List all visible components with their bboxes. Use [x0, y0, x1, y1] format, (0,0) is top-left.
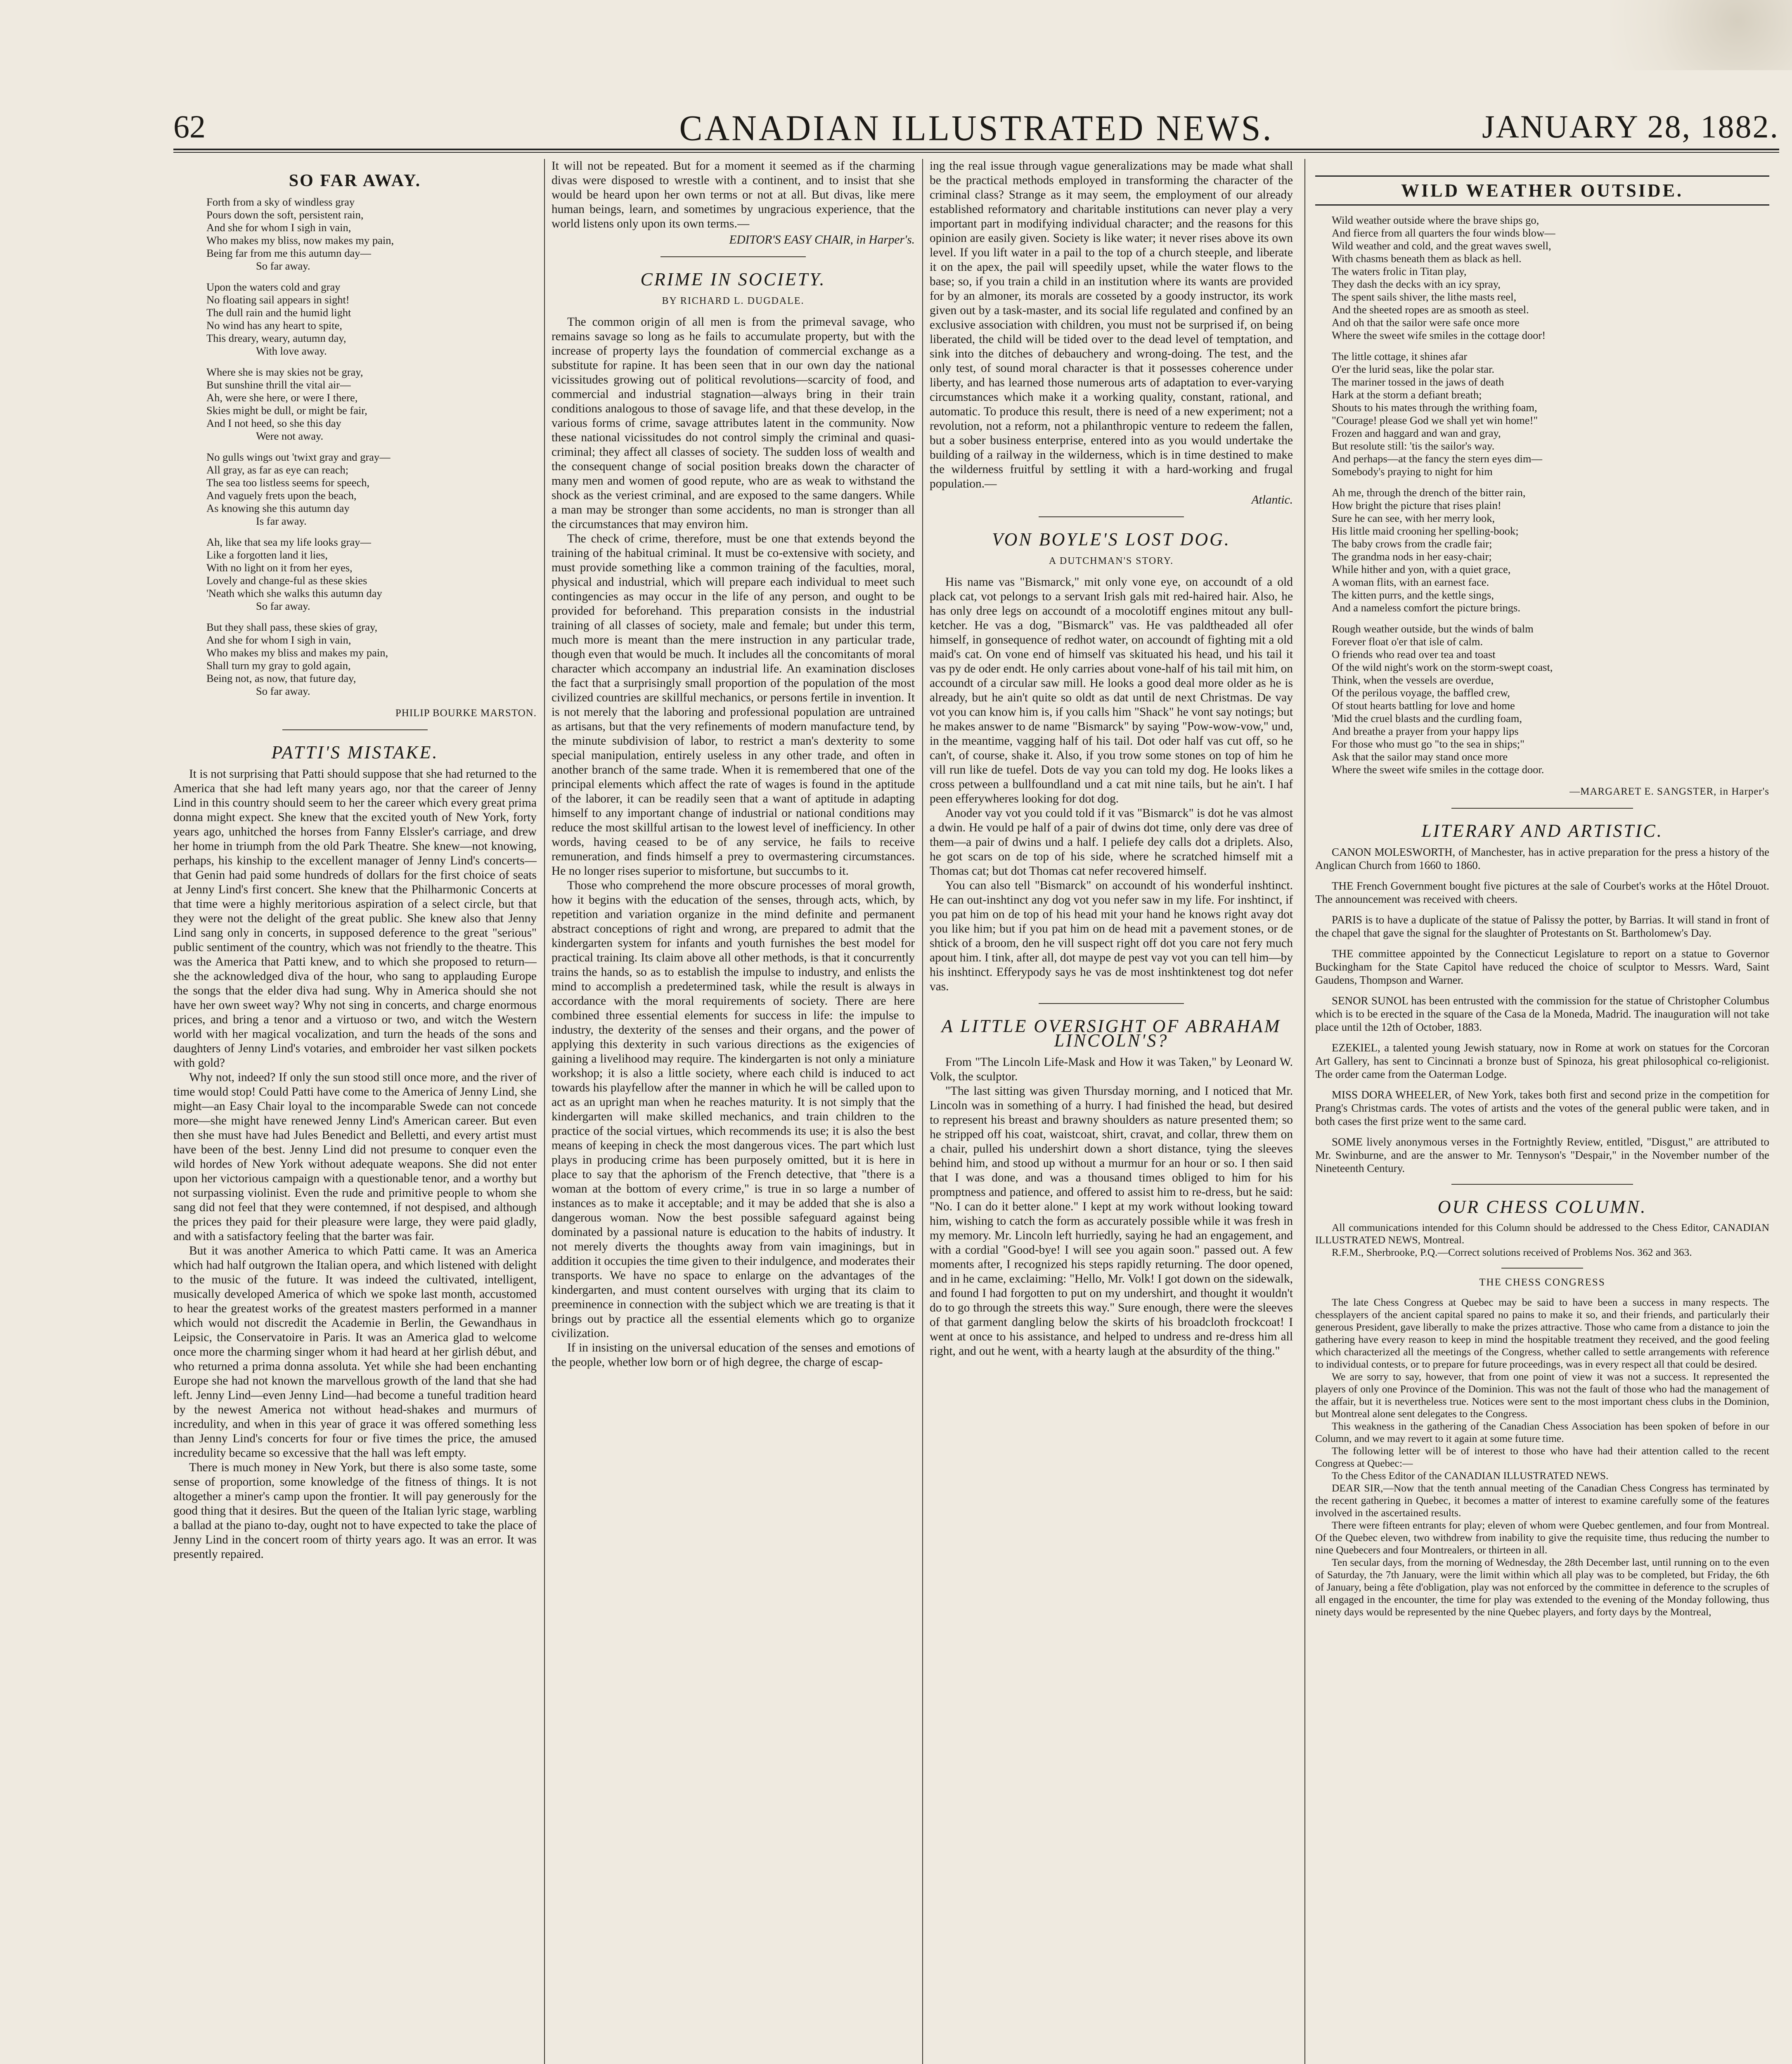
byline: BY RICHARD L. DUGDALE. — [662, 296, 805, 306]
paper-damage-decoration — [1610, 0, 1792, 70]
poem-line: 'Neath which she walks this autumn day — [206, 587, 382, 599]
poem-line: So far away. — [256, 685, 310, 697]
paragraph: This weakness in the gathering of the Canadian Chess Association has been spoken of before in our Column, and we may revert to it again at some future time. — [1315, 1420, 1769, 1444]
poem-line: The little cottage, it shines afar — [1332, 350, 1468, 362]
poem-line: Where the sweet wife smiles in the cottage door! — [1332, 329, 1546, 341]
paragraph: It is not surprising that Patti should suppose that she had returned to the America that she had left many years ago, nor that the career of Jenny Lind in this country should seem to her the career which every great prima donna might expect. She knew that the excited youth of New York, forty years ago, unhitched the horses from Fanny Elssler's carriage, and drew her home in triumph from the old Park Theatre. She knew—not knowing, perhaps, his kinship to the excellent manager of Jenny Lind's concerts—that Genin had paid some hundreds of dollars for the first choice of seats at Jenny Lind's first concert. She knew that the Philharmonic Concerts at that time were a highly meritorious aspiration of a select circle, but that they were not the delight of the great public. She knew also that Jenny Lind sang only in concerts, in supposed deference to the great "serious" public sentiment of the country, which was not friendly to the theatre. This was the America that Patti knew, and to which she proposed to return—she the acknowledged diva of the hour, who sang to applauding Europe the songs that the elder diva had sung. Why in America should she not have her own sweet way? Why not sing in concerts, and charge enormous prices, and bring a tenor and a virtuoso or two, and witch the Western world with her magical vocalization, and turn the heads of the sons and daughters of Jenny Lind's votaries, and embroider her vast silken pockets with gold? — [173, 767, 537, 1070]
poem-line: Lovely and change-ful as these skies — [206, 574, 367, 587]
poem-line: Upon the waters cold and gray — [206, 281, 341, 293]
poem-line: And I not heed, so she this day — [206, 417, 341, 429]
poem-line: "Courage! please God we shall yet win home!" — [1332, 414, 1538, 426]
poem-line: With no light on it from her eyes, — [206, 561, 353, 574]
poem-line: For those who must go "to the sea in ships;" — [1332, 738, 1525, 750]
paragraph: PARIS is to have a duplicate of the statue of Palissy the potter, by Barrias. It will stand in front of the chapel that gave the signal for the slaughter of Protestants on St. Bartholomew's Day. — [1315, 914, 1769, 939]
masthead — [173, 108, 1779, 154]
poem-line: How bright the picture that rises plain! — [1332, 499, 1501, 511]
paragraph: Anoder vay vot you could told if it vas "Bismarck" is dot he vas almost a dwin. He vould pe half of a pair of dwins dot time, only dere vas dree of them—a pair of dwins und a half. I peliefe dey calls dot a driplets. Also, he got scars on de top of his side, where he scratched himself mit a Thomas cat; but dot Thomas cat nefer recovered himself. — [930, 807, 1293, 878]
poem-line: Hark at the storm a defiant breath; — [1332, 388, 1482, 401]
paragraph: Those who comprehend the more obscure processes of moral growth, how it begins with the education of the senses, through acts, which, by repetition and variation organize in the mind definite and permanent abstract conceptions of right and wrong, are prepared to admit that the kindergarten system for infants and youth furnishes the best model for practical training. Its claim above all other methods, is that it concurrently trains the hands, so as to establish the impulse to industry, and enlists the mind to accomplish a predetermined task, while the result is always in accordance with the moral requirements of society. There are here combined three essential elements for success in life: the impulse to industry, the dexterity of the senses and their organs, and the power of applying this dexterity in such various directions as the exigencies of gaining a livelihood may require. The kindergarten is not only a miniature workshop; it is also a little society, where each child is induced to act towards his playfellow after the manner in which he will be called upon to act as an upright man when he reaches maturity. It is not simply that the kindergarten will make skilled mechanics, and train children to the practice of the social virtues, which recommends its use; it is also the best means of keeping in check the most dangerous vices. The part which lust plays in producing crime has been purposely omitted, but it is here in place to say that the aphorism of the French detective, that "there is a woman at the bottom of every crime," is true in so large a number of instances as to make it acceptable; and it may be added that she is also a dangerous woman. Now the best possible safeguard against being dominated by a passional nature is education to the habits of industry. It not merely diverts the thoughts away from vain imaginings, but in addition it occupies the time given to their indulgence, and moderates their transports. We have no space to enlarge on the advantages of the kindergarten, and must content ourselves with urging that its claim to preeminence in connection with the subject which we are treating is that it brings out by practice all the essential elements which go to organize civilization. — [552, 879, 915, 1340]
poem-line: So far away. — [256, 260, 310, 272]
poem-line: His little maid crooning her spelling-book; — [1332, 525, 1519, 537]
poem-line: The baby crows from the cradle fair; — [1332, 537, 1492, 550]
paragraph: R.F.M., Sherbrooke, P.Q.—Correct solutions received of Problems Nos. 362 and 363. — [1332, 1246, 1692, 1258]
poem-line: Who makes my bliss and makes my pain, — [206, 646, 388, 659]
paragraph: THE French Government bought five pictures at the sale of Courbet's works at the Hôtel Drouot. The announcement was received with cheers. — [1315, 880, 1769, 905]
article-title: PATTI'S MISTAKE. — [271, 742, 439, 762]
poem-line: 'Mid the cruel blasts and the curdling foam, — [1332, 712, 1522, 724]
separator-rule — [1039, 516, 1184, 517]
poem-line: Who makes my bliss, now makes my pain, — [206, 234, 394, 246]
poem-line: Being not, as now, that future day, — [206, 672, 356, 684]
poem-line: The spent sails shiver, the lithe masts reel, — [1332, 291, 1517, 303]
article-body — [173, 767, 537, 1562]
poem-line: Rough weather outside, but the winds of balm — [1332, 623, 1534, 635]
paragraph: There were fifteen entrants for play; eleven of whom were Quebec gentlemen, and four from Montreal. Of the Quebec eleven, two withdrew from inability to give the requisite time, thus reducing the number to nine Quebecers and four Montrealers, or thirteen in all. — [1315, 1519, 1769, 1556]
separator-rule — [660, 256, 806, 257]
section-title: OUR CHESS COLUMN. — [1437, 1197, 1647, 1217]
paragraph: DEAR SIR,—Now that the tenth annual meeting of the Canadian Chess Congress has terminated by the recent gathering in Quebec, it becomes a matter of interest to examine carefully some of the features involved in the ascertained results. — [1315, 1482, 1769, 1519]
stanza — [1332, 486, 1769, 614]
poem-line: While hither and yon, with a quiet grace, — [1332, 563, 1511, 575]
poem-line: Somebody's praying to night for him — [1332, 465, 1493, 478]
separator-rule — [1501, 1268, 1583, 1269]
paragraph: The following letter will be of interest to those who have had their attention called to the recent Congress at Quebec:— — [1315, 1445, 1769, 1469]
poem-line: No gulls wings out 'twixt gray and gray— — [206, 451, 391, 463]
paragraph: THE committee appointed by the Connecticut Legislature to report on a statue to Governor Buckingham for the State Capitol have reduced the choice of sculptor to Messrs. Ward, Saint Gaudens, Thompson and Warner. — [1315, 947, 1769, 986]
paragraph: Why not, indeed? If only the sun stood still once more, and the river of time would stop! Could Patti have come to the America of Jenny Lind, she might—an Easy Chair loyal to the incomparable Swede can not concede more—she might have renewed Jenny Lind's American career. But even then she must have had Jules Benedict and Belletti, and every artist must have been of the best. Jenny Lind did not presume to conquer even the wild hordes of New York without adequate weapons. She did not enter upon her victorious campaign with a questionable tenor, and a worthy but not surpassing violinist. Even the rude and primitive people to whom she sang did not feel that they were contemned, if not despised, and although the prices they paid for their pleasure were large, they were paid gladly, and with a satisfactory feeling that the barter was fair. — [173, 1071, 537, 1243]
poem-line: Skies might be dull, or might be fair, — [206, 404, 367, 417]
poem-line: But resolute still: 'tis the sailor's way. — [1332, 440, 1495, 452]
paragraph: To the Chess Editor of the CANADIAN ILLUSTRATED NEWS. — [1332, 1470, 1609, 1482]
section-title: LITERARY AND ARTISTIC. — [1421, 821, 1663, 841]
poem-line: No wind has any heart to spite, — [206, 319, 342, 331]
separator-rule — [282, 729, 428, 730]
poem-line: Sure he can see, with her merry look, — [1332, 512, 1495, 524]
poem-so-far-away — [173, 196, 537, 698]
poem-line: Shouts to his mates through the writhing foam, — [1332, 401, 1537, 414]
paragraph: ing the real issue through vague generalizations may be made what shall be the practical methods employed in transforming the character of the criminal class? Strange as it may seem, the employment of our already established reformatory and charitable institutions can never play a very important part in modifying individual character; and the reasons for this opinion are easily given. Society is like water; it never rises above its own level. If you lift water in a pail to the top of a church steeple, and liberate it on the apex, the pail will speedily upset, while the water flows to the base; so, if you train a child in an institution where its wants are provided for by an almoner, its morals are cosseted by a goody instructor, its work given out by a task-master, and its social life regulated and confined by an exclusive association with children, you must not be surprised if, on being liberated, the child will be tided over to the dead level of temptation, and sink into the ditches of debauchery and wrong-doing. The test, and the only test, of sound moral character is that it possesses coherence under liberty, and has learned those numerous arts of adaptation to ever-varying circumstances which make it a working quality, constant, rational, and automatic. To produce this result, there is need of a new experiment; not a revolution, not a reform, not a philanthropic venture to redeem the fallen, but a sober business enterprise, entered into as you would undertake the building of a railway in the wilderness, which is in time destined to make the wilderness fruitful by settling it with a hard-working and frugal population.— — [930, 159, 1293, 490]
poem-line: This dreary, weary, autumn day, — [206, 332, 346, 344]
poem-line: And the sheeted ropes are as smooth as steel. — [1332, 303, 1529, 316]
paragraph: His name vas "Bismarck," mit only vone eye, on accoundt of a old plack cat, vot pelongs to a servant Irish gals mit red-haired hair. Also, he has only dree legs on accoundt of a mocolotiff engines mitout any bull-ketcher. He vas a dog, "Bismarck" vas. He vas paldtheaded all ofer himself, in gonsequence of redhot water, on accoundt of fighting mit a old maid's cat. On vone end of himself vas skituated his head, und his tail it vas py de oder endt. He only carries about vone-half of his tail mit him, on accoundt of a circular saw mill. He looks a good deal more older as he is already, but he ain't quite so oldt as dat until de next Christmas. De vay vot you can know him is, if you calls him "Shack" he vont say notings; but he makes answer to de name "Bismarck" by saying "Pow-wow-vow," und, in the meantime, vagging half of his tail. Dot oder half vas cut off, so he can't, of course, shake it. Also, if you trow some stones on top of him he vill run like de tuefel. Dots de vay you can told my dog. He looks likes a cross petween a bullfoundland und a cat mit nine tails, but he ain't. I haf peen efferywheres looking for dot dog. — [930, 575, 1293, 805]
paragraph: "The last sitting was given Thursday morning, and I noticed that Mr. Lincoln was in something of a hurry. I had finished the head, but desired to represent his breast and brawny shoulders as nature presented them; so he stripped off his coat, waistcoat, shirt, cravat, and collar, threw them on a chair, pulled his undershirt down a short distance, tying the sleeves behind him, and stood up without a murmur for an hour or so. I then said that I was done, and was a thousand times obliged to him for his promptness and patience, and offered to assist him to re-dress, but he said: "No. I can do it better alone." I kept at my work without looking toward him, wishing to catch the form as accurately possible while it was fresh in my memory. Mr. Lincoln left hurriedly, saying he had an engagement, and with a cordial "Good-bye! I will see you again soon." passed out. A few moments after, I recognized his steps rapidly returning. The door opened, and in he came, exclaiming: "Hello, Mr. Volk! I got down on the sidewalk, and found I had forgotten to put on my undershirt, and thought it wouldn't do to go through the streets this way." Sure enough, there were the sleeves of that garment dangling below the skirts of his broadcloth frockcoat! I went at once to his assistance, and helped to undress and re-dress him all right, and out he went, with a hearty laugh at the absurdity of the thing." — [930, 1084, 1293, 1358]
separator-rule — [1451, 808, 1633, 809]
story-body — [930, 575, 1293, 994]
poem-line: All gray, as far as eye can reach; — [206, 464, 349, 476]
continued-paragraph — [552, 159, 915, 247]
poem-author: PHILIP BOURKE MARSTON. — [395, 708, 537, 719]
column-divider — [1304, 159, 1305, 2064]
poem-line: Ah, were she here, or were I there, — [206, 391, 358, 404]
page-number: 62 — [173, 109, 206, 144]
poem-line: O'er the lurid seas, like the polar star. — [1332, 363, 1495, 375]
signature: EDITOR'S EASY CHAIR, in Harper's. — [729, 233, 915, 246]
paragraph: MISS DORA WHEELER, of New York, takes both first and second prize in the competition for Prang's Christmas cards. The votes of artists and the votes of the general public were taken, and in both cases the first prize went to the same card. — [1315, 1089, 1769, 1127]
poem-line: And oh that the sailor were safe once more — [1332, 316, 1520, 329]
poem-line: Ah, like that sea my life looks gray— — [206, 536, 371, 548]
paragraph: All communications intended for this Column should be addressed to the Chess Editor, CANADIAN ILLUSTRATED NEWS, Montreal. — [1315, 1221, 1769, 1246]
literary-notes — [1315, 845, 1769, 1175]
poem-line: The grandma nods in her easy-chair; — [1332, 550, 1492, 563]
column-4 — [1315, 159, 1769, 2064]
paragraph: The common origin of all men is from the primeval savage, who remains savage so long as he fails to accumulate property, but with the increase of property lays the foundation of commercial exchange as a substitute for rapine. It has been seen that in our own day the national vicissitudes growing out of political revolutions—scarcity of food, and commercial and industrial stagnation—always bring in their train conditions analogous to those of savage life, and that these develop, in the various forms of crime, savage attributes latent in the community. Now these national vicissitudes do not control simply the criminal and quasi-criminal; they affect all classes of society. The sudden loss of wealth and the consequent change of social position breaks down the character of many men and women of good repute, who are as weak to withstand the shock as the veriest criminal, and are exposed to the same dangers. While a man may be stronger than some accidents, no man is stronger than all the circumstances that may environ him. — [552, 315, 915, 531]
paragraph: The late Chess Congress at Quebec may be said to have been a success in many respects. The chessplayers of the ancient capital spared no pains to make it so, and their friends, and particularly their generous President, gave liberally to make the prizes attractive. Those who came from a distance to join the gathering have every reason to keep in mind the hospitable treatment they received, and the good feeling which characterized all the meetings of the Congress, whether called to settle arrangements with reference to individual contests, or to prepare for future proceedings, was in every respect all that could be desired. — [1315, 1296, 1769, 1370]
stanza — [206, 536, 537, 613]
poem-line: Think, when the vessels are overdue, — [1332, 674, 1494, 686]
header-rule — [173, 149, 1779, 153]
poem-line: O friends who read over tea and toast — [1332, 648, 1496, 660]
stanza — [206, 281, 537, 357]
story-title: VON BOYLE'S LOST DOG. — [992, 529, 1231, 549]
paragraph: CANON MOLESWORTH, of Manchester, has in active preparation for the press a history of the Anglican Church from 1660 to 1860. — [1315, 846, 1769, 871]
poem-line: But they shall pass, these skies of gray, — [206, 621, 378, 633]
stanza — [206, 451, 537, 528]
stanza — [1332, 350, 1769, 478]
poem-line: A woman flits, with an earnest face. — [1332, 576, 1489, 588]
poem-line: They dash the decks with an icy spray, — [1332, 278, 1501, 290]
column-2 — [552, 159, 915, 2064]
column-divider — [922, 159, 923, 2064]
column-3 — [930, 159, 1293, 2064]
poem-line: With chasms beneath them as black as hell. — [1332, 252, 1522, 265]
issue-date: JANUARY 28, 1882. — [1482, 109, 1779, 144]
poem-line: And she for whom I sigh in vain, — [206, 634, 351, 646]
story-subtitle: A DUTCHMAN'S STORY. — [1049, 556, 1174, 566]
poem-line: Of the wild night's work on the storm-swept coast, — [1332, 661, 1553, 673]
poem-line: Of the perilous voyage, the baffled crew, — [1332, 686, 1510, 699]
paragraph: Ten secular days, from the morning of Wednesday, the 28th December last, until running on to the even of Saturday, the 7th January, were the limit within which all play was to be completed, but Friday, the 6th of January, being a fête d'obligation, play was not enforced by the committee in deference to the scruples of all engaged in the encounter, the time for play was extended to the evening of the Monday following, thus ninety days would be represented by the nine Quebec players, and forty days by the Montreal, — [1315, 1556, 1769, 1618]
paragraph: SOME lively anonymous verses in the Fortnightly Review, entitled, "Disgust," are attributed to Mr. Swinburne, and are the answer to Mr. Tennyson's "Despair," in the November number of the Nineteenth Century. — [1315, 1136, 1769, 1174]
poem-line: Frozen and haggard and wan and gray, — [1332, 427, 1501, 439]
poem-line: As knowing she this autumn day — [206, 502, 350, 514]
poem-line: And vaguely frets upon the beach, — [206, 489, 357, 502]
poem-line: Were not away. — [256, 430, 324, 442]
poem-line: The waters frolic in Titan play, — [1332, 265, 1467, 277]
chess-subhead: THE CHESS CONGRESS — [1479, 1277, 1605, 1288]
stanza — [1332, 623, 1769, 776]
poem-line: But sunshine thrill the vital air— — [206, 379, 351, 391]
poem-line: Where the sweet wife smiles in the cottage door. — [1332, 763, 1544, 776]
stanza — [206, 196, 537, 272]
poem-author: —MARGARET E. SANGSTER, in Harper's — [1569, 786, 1769, 797]
poem-wild-weather — [1315, 214, 1769, 776]
source-attribution: Atlantic. — [1251, 493, 1293, 507]
paragraph: There is much money in New York, but there is also some taste, some sense of proportion, some knowledge of the fitness of things. It is not altogether a miner's camp upon the frontier. It will pay generously for the good thing that it desires. But the queen of the Italian lyric stage, warbling a ballad at the piano to-day, ought not to have expected to take the place of Jenny Lind in the concert room of thirty years ago. It was an error. It was presently repaired. — [173, 1461, 537, 1561]
paragraph: You can also tell "Bismarck" on accoundt of his wonderful inshtinct. He can out-inshtinct any dog vot you nefer saw in my life. For inshtinct, if you pat him on de top of his head mit your hand he knows right avay dot you like him; but if you pat him on de head mit a pavement stones, or de shtick of a broom, den he vill suspect right off dot you care not fery much apout him. I tink, after all, dot maype de pest vay vot you can tell him—by his inshtinct. Efferypody says he vas de most inshtinktenest tog dot nefer vas. — [930, 879, 1293, 993]
article-title: CRIME IN SOCIETY. — [640, 269, 826, 289]
paragraph: If in insisting on the universal education of the senses and emotions of the people, whether low born or of high degree, the charge of escap- — [552, 1341, 915, 1369]
separator-rule — [1451, 1184, 1633, 1185]
poem-line: With love away. — [256, 345, 327, 357]
stanza — [1332, 214, 1769, 342]
poem-line: The mariner tossed in the jaws of death — [1332, 376, 1504, 388]
article-body-continued — [930, 159, 1293, 491]
poem-line: Ask that the sailor may stand once more — [1332, 750, 1508, 763]
poem-line: Forever float o'er that isle of calm. — [1332, 635, 1483, 648]
poem-line: Being far from me this autumn day— — [206, 247, 371, 259]
poem-line: Is far away. — [256, 515, 307, 527]
paragraph: From "The Lincoln Life-Mask and How it was Taken," by Leonard W. Volk, the sculptor. — [930, 1056, 1293, 1083]
column-1 — [173, 159, 537, 2064]
poem-line: And a nameless comfort the picture brings. — [1332, 601, 1520, 614]
poem-line: Where she is may skies not be gray, — [206, 366, 363, 378]
article-body — [552, 315, 915, 1370]
poem-line: And perhaps—at the fancy the stern eyes dim— — [1332, 452, 1542, 465]
poem-line: The kitten purrs, and the kettle sings, — [1332, 589, 1494, 601]
chess-article — [1315, 1296, 1769, 1618]
poem-line: Like a forgotten land it lies, — [206, 549, 328, 561]
poem-line: The sea too listless seems for speech, — [206, 476, 370, 489]
stanza — [206, 366, 537, 443]
article-body — [930, 1055, 1293, 1359]
poem-line: And breathe a prayer from your happy lips — [1332, 725, 1519, 737]
paragraph: EZEKIEL, a talented young Jewish statuary, now in Rome at work on statues for the Corcoran Art Gallery, has sent to Cincinnati a bronze bust of Spinoza, his great philosophical co-religionist. The order came from the Oaterman Lodge. — [1315, 1041, 1769, 1080]
poem-line: Of stout hearts battling for love and home — [1332, 699, 1515, 712]
paragraph: SENOR SUNOL has been entrusted with the commission for the statue of Christopher Columbus which is to be erected in the square of the Casa de la Moneda, Madrid. The inauguration will not take place until the 12th of October, 1883. — [1315, 994, 1769, 1033]
paragraph: But it was another America to which Patti came. It was an America which had half outgrown the Italian opera, and which listened with delight to the music of the future. It was indeed the cultivated, intelligent, musically developed America of which we spoke last month, accustomed to hear the greatest works of the greatest masters performed in a manner which would not discredit the Academie in Berlin, the Gewandhaus in Leipsic, the Conservatoire in Paris. It was an America glad to welcome once more the charming singer whom it had heard at her girlish début, and who returned a prima donna assoluta. Yet while she had been enchanting Europe she had not known the marvellous growth of the land that she had left. Jenny Lind—even Jenny Lind—had become a tuneful tradition heard by the newest America not without head-shakes and murmurs of incredulity, and when in this year of grace it was offered something less than Jenny Lind's concerts for four or five times the price, the amused incredulity became so excessive that the hall was left empty. — [173, 1244, 537, 1460]
chess-notices — [1315, 1221, 1769, 1259]
poem-line: Pours down the soft, persistent rain, — [206, 208, 364, 221]
article-title: A LITTLE OVERSIGHT OF ABRAHAM LINCOLN'S? — [941, 1016, 1281, 1051]
poem-title: SO FAR AWAY. — [289, 171, 421, 190]
poem-line: And fierce from all quarters the four winds blow— — [1332, 227, 1555, 239]
poem-line: Wild weather outside where the brave ships go, — [1332, 214, 1539, 226]
paragraph: The check of crime, therefore, must be one that extends beyond the training of the habitual criminal. It must be co-extensive with society, and must provide something like a common training of the faculties, moral, physical and industrial, which will prepare each individual to meet such contingencies as may occur in the life of any person, and ought to be provided for beforehand. This preparation consists in the industrial training of all classes of society, male and female; but under this term, much more is meant than the mere instruction in any particular trade, though even that would be much. It includes all the concomitants of moral character which accompany an industrial life. An examination discloses the fact that a surprisingly small proportion of the population of the most civilized countries are skillful mechanics, or persons fertile in invention. It is not merely that the laboring and professional population are untrained as artisans, but that the very refinements of modern manufacture tend, by the minute subdivision of labor, to restrict a man's dexterity to some special manipulation, entirely useless in any other trade, and often in another branch of the same trade. When it is remembered that one of the principal elements which affect the rate of wages is found in the aptitude of the laborer, it can be readily seen that a want of aptitude in adapting himself to any important change of industrial or national conditions may reduce the most skillful artisan to the lowest level of inefficiency. In other words, having ceased to be of any service, he fails to receive remuneration, and finds himself a prey to overmastering circumstances. He no longer rises superior to misfortune, but succumbs to it. — [552, 532, 915, 878]
poem-line: Shall turn my gray to gold again, — [206, 659, 351, 672]
poem-line: The dull rain and the humid light — [206, 306, 351, 319]
column-divider — [544, 159, 545, 2064]
poem-line: Ah me, through the drench of the bitter rain, — [1332, 486, 1526, 499]
poem-line: So far away. — [256, 600, 310, 612]
poem-line: And she for whom I sigh in vain, — [206, 221, 351, 234]
separator-rule — [1039, 1003, 1184, 1004]
poem-line: Forth from a sky of windless gray — [206, 196, 355, 208]
poem-title: WILD WEATHER OUTSIDE. — [1315, 175, 1769, 206]
publication-title: CANADIAN ILLUSTRATED NEWS. — [679, 108, 1274, 149]
stanza — [206, 621, 537, 698]
poem-line: No floating sail appears in sight! — [206, 294, 350, 306]
poem-line: Wild weather and cold, and the great waves swell, — [1332, 239, 1551, 252]
paragraph: It will not be repeated. But for a moment it seemed as if the charming divas were disposed to wrestle with a continent, and to insist that she would be heard upon her own terms or not at all. But divas, like mere human beings, learn, and sometimes by ungracious experience, that the world listens only upon its own terms.— — [552, 159, 915, 230]
paragraph: We are sorry to say, however, that from one point of view it was not a success. It represented the players of only one Province of the Dominion. This was not the fault of those who had the management of the affair, but it is nevertheless true. Notices were sent to the most important chess clubs in the Dominion, but Montreal alone sent delegates to the Congress. — [1315, 1370, 1769, 1420]
